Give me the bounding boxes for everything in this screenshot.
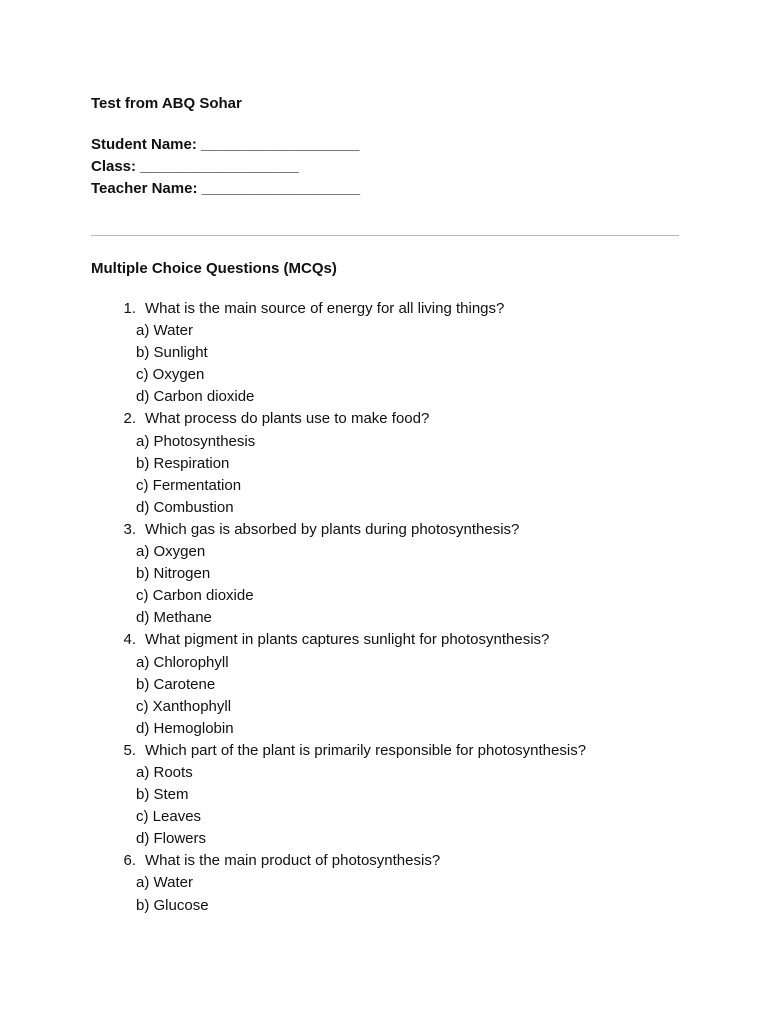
option-item: b) Glucose — [136, 896, 209, 914]
question-number: 3. — [123, 520, 136, 538]
question-text: What process do plants use to make food? — [145, 410, 430, 428]
student-name-field: Student Name: ___________________ — [91, 136, 360, 153]
option-list — [91, 541, 731, 629]
question-list — [91, 298, 731, 917]
option-item: d) Carbon dioxide — [136, 388, 255, 406]
student-info-fields — [91, 134, 360, 200]
option-item: c) Xanthophyll — [136, 697, 232, 715]
question-item-4 — [91, 629, 731, 739]
question-text: What is the main source of energy for all living things? — [145, 300, 505, 317]
horizontal-divider — [91, 235, 679, 236]
option-item: a) Water — [136, 874, 193, 892]
question-text: What pigment in plants captures sunlight for photosynthesis? — [145, 631, 550, 649]
option-list — [91, 652, 731, 740]
document-title: Test from ABQ Sohar — [91, 95, 242, 112]
option-item: a) Photosynthesis — [136, 432, 256, 450]
question-number: 1. — [123, 300, 136, 317]
option-item: b) Respiration — [136, 454, 230, 472]
option-list — [91, 762, 731, 850]
option-item: a) Chlorophyll — [136, 653, 229, 671]
option-item: b) Carotene — [136, 675, 216, 693]
question-number: 6. — [123, 852, 136, 870]
question-number: 5. — [123, 741, 136, 759]
question-text: What is the main product of photosynthesis? — [145, 852, 441, 870]
option-item: b) Nitrogen — [136, 565, 211, 583]
question-item-3 — [91, 519, 731, 629]
section-heading: Multiple Choice Questions (MCQs) — [91, 260, 337, 277]
option-item: d) Hemoglobin — [136, 719, 234, 737]
option-item: a) Roots — [136, 763, 193, 781]
question-text: Which part of the plant is primarily responsible for photosynthesis? — [145, 741, 587, 759]
teacher-name-field: Teacher Name: ___________________ — [91, 180, 361, 197]
question-item-1 — [91, 298, 731, 408]
option-item: a) Water — [136, 322, 193, 340]
option-item: d) Flowers — [136, 830, 207, 848]
option-list — [91, 320, 731, 408]
option-list — [91, 872, 731, 916]
question-number: 4. — [123, 631, 136, 649]
question-item-2 — [91, 408, 731, 518]
option-item: b) Sunlight — [136, 344, 208, 362]
option-item: a) Oxygen — [136, 543, 206, 561]
option-item: b) Stem — [136, 786, 189, 804]
option-item: d) Combustion — [136, 498, 234, 516]
question-item-5 — [91, 740, 731, 850]
option-item: c) Leaves — [136, 808, 202, 826]
option-item: c) Fermentation — [136, 476, 242, 494]
question-text: Which gas is absorbed by plants during photosynthesis? — [145, 520, 520, 538]
question-number: 2. — [123, 410, 136, 428]
option-list — [91, 431, 731, 519]
option-item: d) Methane — [136, 609, 212, 627]
option-item: c) Carbon dioxide — [136, 587, 254, 605]
question-item-6 — [91, 850, 731, 916]
option-item: c) Oxygen — [136, 366, 205, 384]
class-field: Class: ___________________ — [91, 158, 299, 175]
